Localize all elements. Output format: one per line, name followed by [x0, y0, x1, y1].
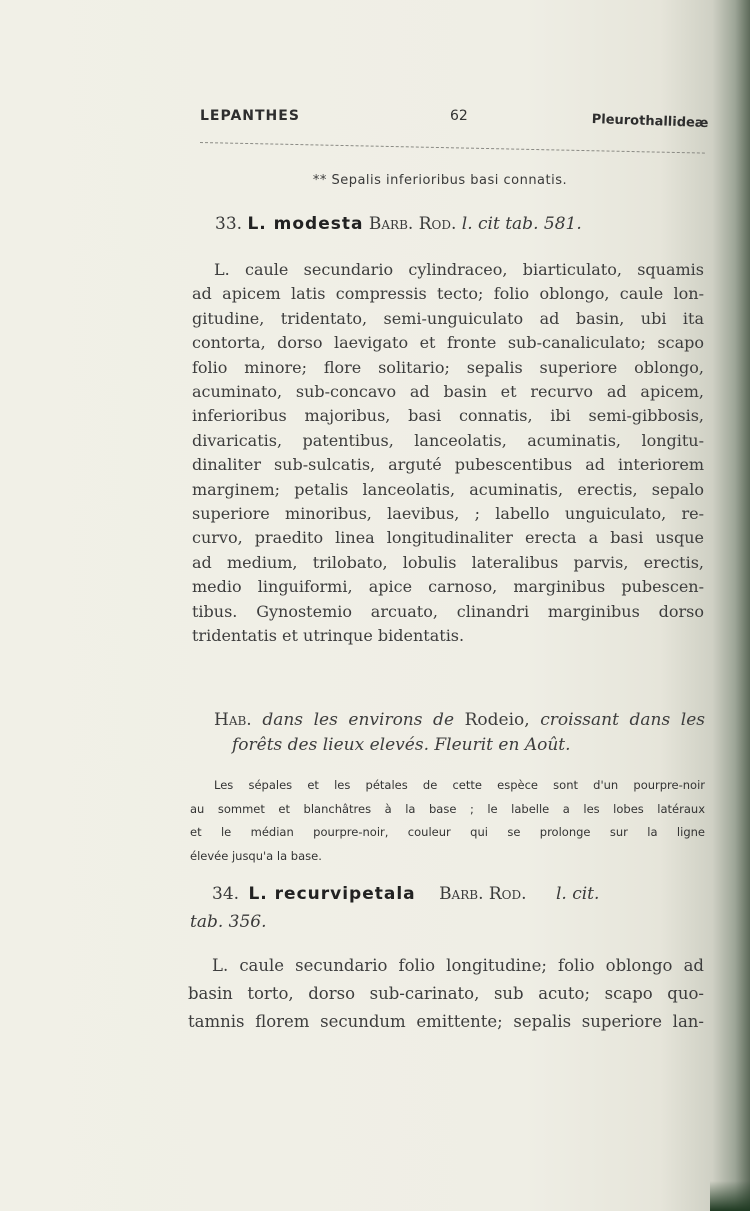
description-line: divaricatis, patentibus, lanceolatis, acuminatis, longitu- [192, 430, 704, 450]
description-line: contorta, dorso laevigato et fronte sub-canaliculato; scapo [192, 333, 704, 353]
description-line: marginem; petalis lanceolatis, acuminatis, erectis, sepalo [192, 479, 704, 499]
species-number: 33. [215, 214, 243, 234]
species-author: Barb. Rod. [368, 214, 457, 234]
description-line: gitudine, tridentato, semi-unguiculato ad basin, ubi ita [192, 308, 704, 328]
species-description-34 [188, 952, 704, 1036]
note-line: élevée jusqu'a la base. [190, 848, 322, 863]
header-genus: LEPANTHES [200, 108, 300, 124]
species-number: 34. [212, 884, 240, 904]
description-line: ad medium, trilobato, lobulis lateralibus parvis, erectis, [192, 552, 704, 572]
species-reference: l. cit tab. 581. [461, 214, 582, 234]
description-line: inferioribus majoribus, basi connatis, ibi semi-gibbosis, [192, 406, 704, 426]
description-line: folio minore; flore solitario; sepalis superiore oblongo, [192, 357, 704, 377]
species-name: L. modesta [247, 214, 364, 234]
habitat-text: croissant dans les [540, 710, 705, 730]
running-header [0, 108, 750, 132]
description-line: L. caule secundario cylindraceo, biarticulato, squamis [214, 260, 704, 279]
species-heading-34 [212, 884, 599, 904]
description-line: acuminato, sub-concavo ad basin et recurvo ad apicem, [192, 382, 704, 402]
section-heading: ** Sepalis inferioribus basi connatis. [312, 173, 568, 188]
species-reference-cont [190, 912, 267, 932]
page-number: 62 [450, 108, 468, 124]
header-rule [200, 142, 705, 154]
note-line: Les sépales et les pétales de cette espèce sont d'un pourpre-noir [214, 778, 705, 792]
species-author: Barb. Rod. [439, 884, 527, 904]
description-line: curvo, praedito linea longitudinaliter erecta a basi usque [192, 528, 704, 548]
description-line: ad apicem latis compressis tecto; folio oblongo, caule lon- [192, 284, 704, 304]
habitat-label: Hab. [214, 710, 252, 730]
description-line: tibus. Gynostemio arcuato, clinandri marginibus dorso [192, 601, 704, 621]
header-family: Pleurothallideæ [591, 112, 709, 132]
note-line: au sommet et blanchâtres à la base ; le labelle a les lobes latéraux [190, 801, 705, 816]
species-name: L. recurvipetala [248, 884, 416, 904]
description-line: medio linguiformi, apice carnoso, marginibus pubescen- [192, 577, 704, 597]
species-reference: l. cit. [555, 884, 600, 904]
note-line: et le médian pourpre-noir, couleur qui se prolonge sur la ligne [190, 825, 705, 839]
description-line: tamnis florem secundum emittente; sepalis superiore lan- [188, 1012, 704, 1031]
species-reference-tab: tab. 356. [190, 912, 267, 932]
description-line: superiore minoribus, laevibus, ; labello unguiculato, re- [192, 504, 704, 524]
description-line: L. caule secundario folio longitudine; folio oblongo ad [212, 956, 704, 975]
habitat-line: forêts des lieux elevés. Fleurit en Août. [232, 735, 571, 755]
habitat-text: dans les environs de [262, 710, 455, 730]
habitat-33 [190, 708, 705, 758]
habitat-line [190, 708, 705, 733]
description-line: basin torto, dorso sub-carinato, sub acuto; scapo quo- [188, 984, 704, 1003]
species-description-33 [192, 258, 704, 649]
page-edge-shadow [710, 1181, 750, 1211]
species-heading-33 [215, 214, 582, 234]
description-line: dinaliter sub-sulcatis, arguté pubescentibus ad interiorem [192, 455, 704, 475]
description-line: tridentatis et utrinque bidentatis. [192, 626, 465, 646]
habitat-place: Rodeio, [464, 710, 530, 730]
note-33 [190, 774, 705, 868]
